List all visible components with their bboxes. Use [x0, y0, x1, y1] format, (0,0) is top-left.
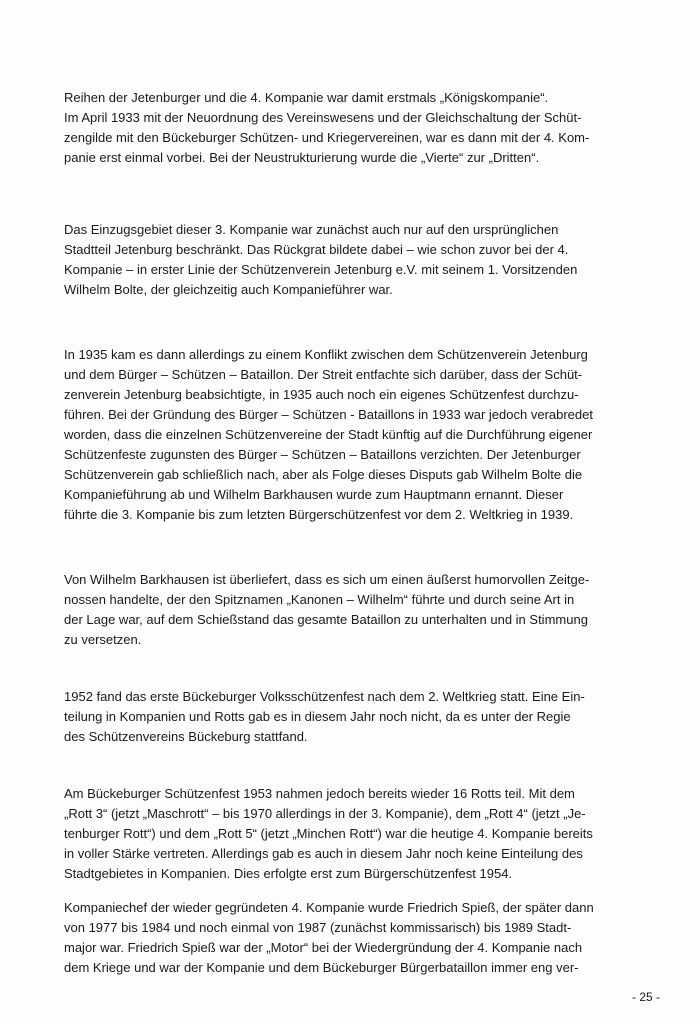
paragraph-line: major war. Friedrich Spieß war der „Motor“ bei der Wiedergründung der 4. Kompanie nach: [64, 940, 583, 955]
paragraph-line: Das Einzugsgebiet dieser 3. Kompanie war zunächst auch nur auf den ursprünglichen: [64, 222, 559, 237]
paragraph-line: und dem Bürger – Schützen – Bataillon. Der Streit entfachte sich darüber, dass der Schüt-: [64, 367, 583, 382]
paragraph-line: Schützenverein gab schließlich nach, aber als Folge dieses Disputs gab Wilhelm Bolte die: [64, 467, 583, 482]
paragraph-2: [64, 220, 634, 300]
paragraph-line: Kompanieführung ab und Wilhelm Barkhausen wurde zum Hauptmann ernannt. Dieser: [64, 487, 564, 502]
paragraph-line: zengilde mit den Bückeburger Schützen- und Kriegervereinen, war es dann mit der 4. Kom-: [64, 130, 590, 145]
paragraph-line: der Lage war, auf dem Schießstand das gesamte Bataillon zu unterhalten und in Stimmung: [64, 612, 588, 627]
paragraph-line: Kompaniechef der wieder gegründeten 4. Kompanie wurde Friedrich Spieß, der später dann: [64, 900, 594, 915]
paragraph-line: Reihen der Jetenburger und die 4. Kompanie war damit erstmals „Königskompanie“.: [64, 90, 549, 105]
paragraph-line: in voller Stärke vertreten. Allerdings gab es auch in diesem Jahr noch keine Einteilung des: [64, 846, 583, 861]
paragraph-5: [64, 687, 634, 747]
paragraph-line: von 1977 bis 1984 und noch einmal von 1987 (zunächst kommissarisch) bis 1989 Stadt-: [64, 920, 572, 935]
paragraph-3: [64, 345, 634, 525]
paragraph-line: Schützenfeste zugunsten des Bürger – Schützen – Bataillons verzichten. Der Jetenburger: [64, 447, 581, 462]
paragraph-line: Stadtgebietes in Kompanien. Dies erfolgte erst zum Bürgerschützenfest 1954.: [64, 866, 513, 881]
paragraph-line: führte die 3. Kompanie bis zum letzten Bürgerschützenfest vor dem 2. Weltkrieg in 1939.: [64, 507, 574, 522]
paragraph-line: Wilhelm Bolte, der gleichzeitig auch Kompanieführer war.: [64, 282, 393, 297]
paragraph-4: [64, 570, 634, 650]
paragraph-line: dem Kriege und war der Kompanie und dem Bückeburger Bürgerbataillon immer eng ver-: [64, 960, 579, 975]
paragraph-line: Von Wilhelm Barkhausen ist überliefert, dass es sich um einen äußerst humorvollen Zeitge-: [64, 572, 590, 587]
paragraph-line: zu versetzen.: [64, 632, 142, 647]
paragraph-line: In 1935 kam es dann allerdings zu einem Konflikt zwischen dem Schützenverein Jetenburg: [64, 347, 588, 362]
paragraph-line: teilung in Kompanien und Rotts gab es in diesem Jahr noch nicht, da es unter der Regie: [64, 709, 571, 724]
paragraph-line: Stadtteil Jetenburg beschränkt. Das Rückgrat bildete dabei – wie schon zuvor bei der 4.: [64, 242, 569, 257]
paragraph-line: Im April 1933 mit der Neuordnung des Vereinswesens und der Gleichschaltung der Schüt-: [64, 110, 582, 125]
paragraph-line: führen. Bei der Gründung des Bürger – Schützen - Bataillons in 1933 war jedoch verabredet: [64, 407, 593, 422]
paragraph-line: zenverein Jetenburg beabsichtigte, in 1935 auch noch ein eigenes Schützenfest durchzu-: [64, 387, 579, 402]
paragraph-line: des Schützenvereins Bückeburg stattfand.: [64, 729, 308, 744]
paragraph-line: 1952 fand das erste Bückeburger Volksschützenfest nach dem 2. Weltkrieg statt. Eine Ein-: [64, 689, 585, 704]
paragraph-line: panie erst einmal vorbei. Bei der Neustrukturierung wurde die „Vierte“ zur „Dritten“.: [64, 150, 540, 165]
paragraph-line: nossen handelte, der den Spitznamen „Kanonen – Wilhelm“ führte und durch seine Art in: [64, 592, 575, 607]
paragraph-line: worden, dass die einzelnen Schützenvereine der Stadt künftig auf die Durchführung eigener: [64, 427, 593, 442]
paragraph-1: [64, 88, 634, 168]
paragraph-line: tenburger Rott“) und dem „Rott 5“ (jetzt „Minchen Rott“) war die heutige 4. Kompanie bereits: [64, 826, 593, 841]
paragraph-line: Kompanie – in erster Linie der Schützenverein Jetenburg e.V. mit seinem 1. Vorsitzenden: [64, 262, 578, 277]
page-number: - 25 -: [631, 990, 660, 1004]
paragraph-7: [64, 898, 634, 978]
paragraph-line: „Rott 3“ (jetzt „Maschrott“ – bis 1970 allerdings in der 3. Kompanie), dem „Rott 4“ (jetzt „Je-: [64, 806, 586, 821]
paragraph-6: [64, 784, 634, 884]
paragraph-line: Am Bückeburger Schützenfest 1953 nahmen jedoch bereits wieder 16 Rotts teil. Mit dem: [64, 786, 575, 801]
